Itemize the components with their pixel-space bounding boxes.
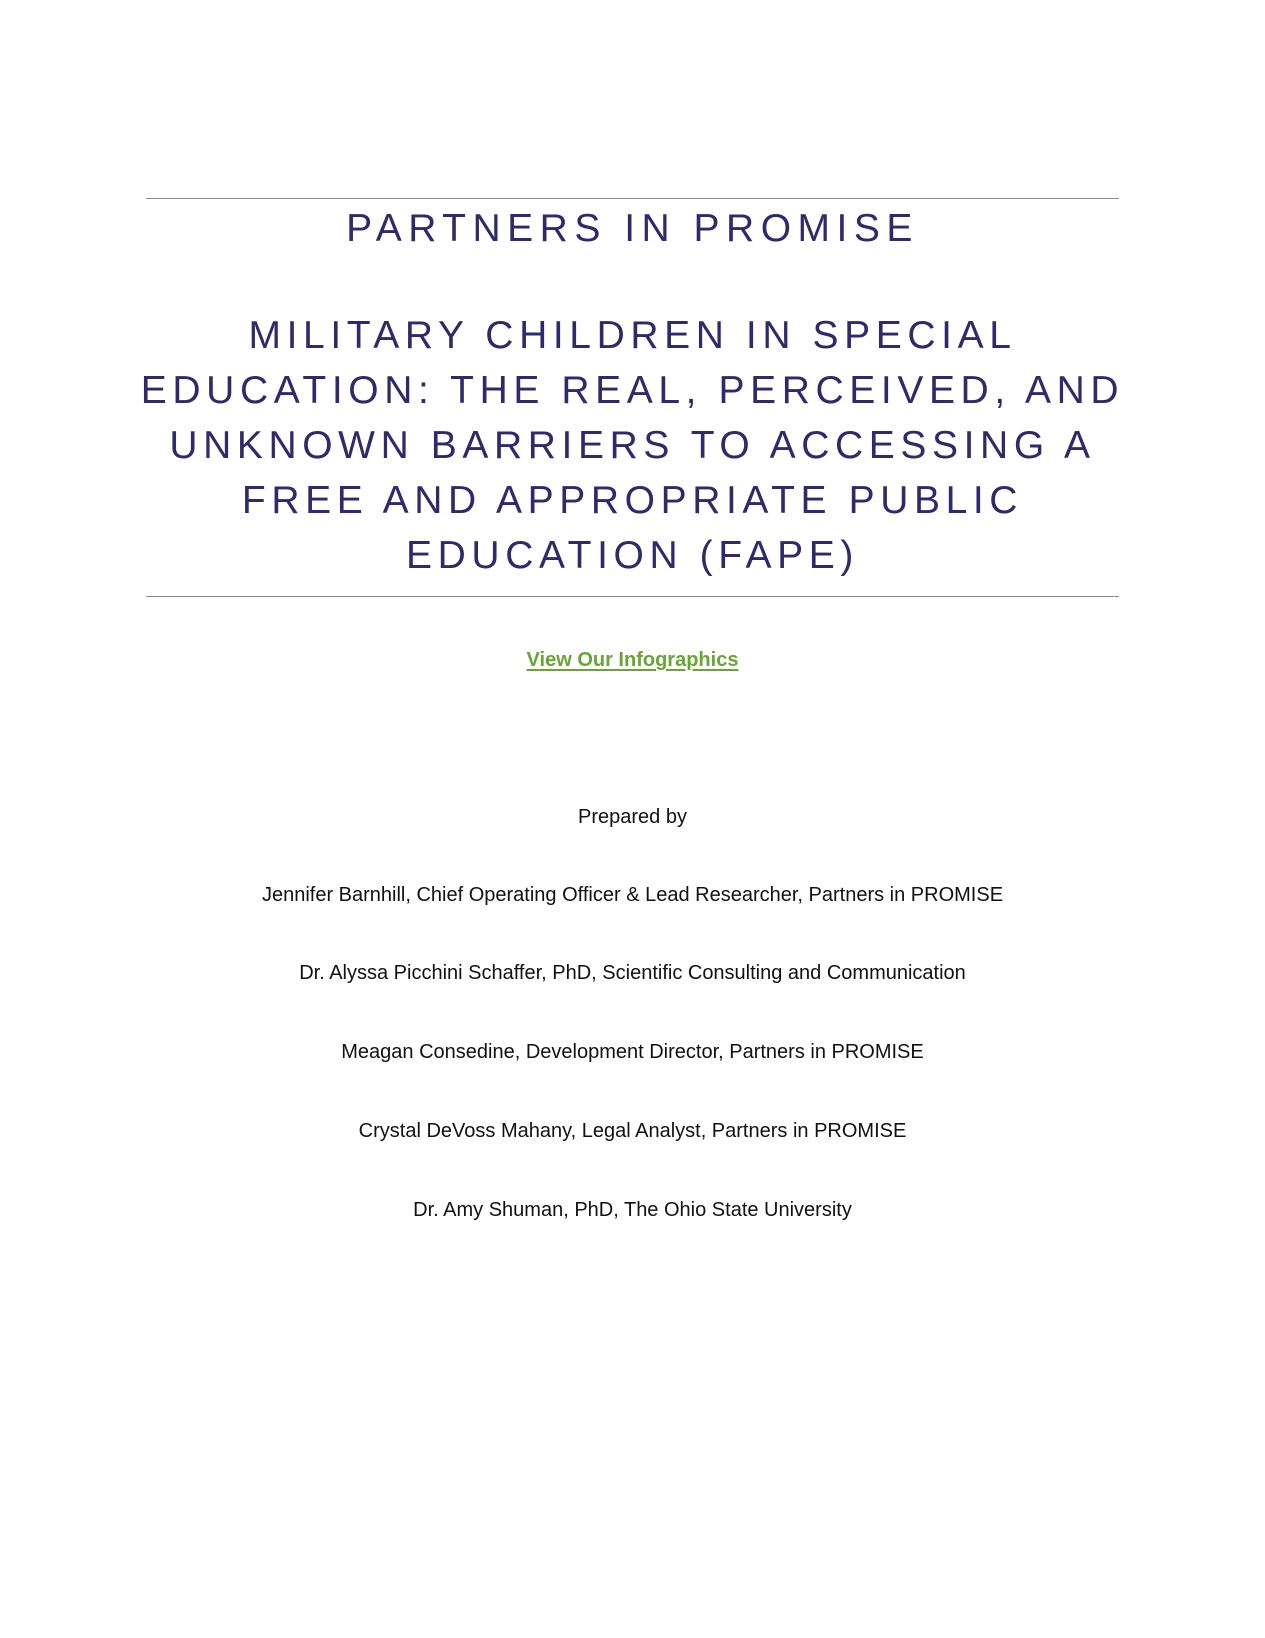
top-divider [146,198,1119,199]
author-line: Meagan Consedine, Development Director, Partners in PROMISE [341,1041,924,1063]
author-line: Crystal DeVoss Mahany, Legal Analyst, Partners in PROMISE [358,1120,907,1142]
bottom-divider [146,596,1119,597]
title-line: EDUCATION: THE REAL, PERCEIVED, AND [140,369,1125,412]
author-line: Dr. Alyssa Picchini Schaffer, PhD, Scientific Consulting and Communication [299,962,966,984]
title-line: FREE AND APPROPRIATE PUBLIC [241,479,1024,522]
infographics-link-container [0,648,1265,672]
title-line: UNKNOWN BARRIERS TO ACCESSING A [169,424,1096,467]
view-infographics-link[interactable]: View Our Infographics [526,649,739,671]
author-line: Dr. Amy Shuman, PhD, The Ohio State University [413,1199,852,1221]
prepared-by-label: Prepared by [578,806,687,828]
report-title [130,308,1135,583]
organization-title: PARTNERS IN PROMISE [346,207,919,250]
author-line: Jennifer Barnhill, Chief Operating Officer & Lead Researcher, Partners in PROMISE [261,884,1004,906]
title-line: MILITARY CHILDREN IN SPECIAL [248,314,1017,357]
title-line: EDUCATION (FAPE) [406,534,859,577]
